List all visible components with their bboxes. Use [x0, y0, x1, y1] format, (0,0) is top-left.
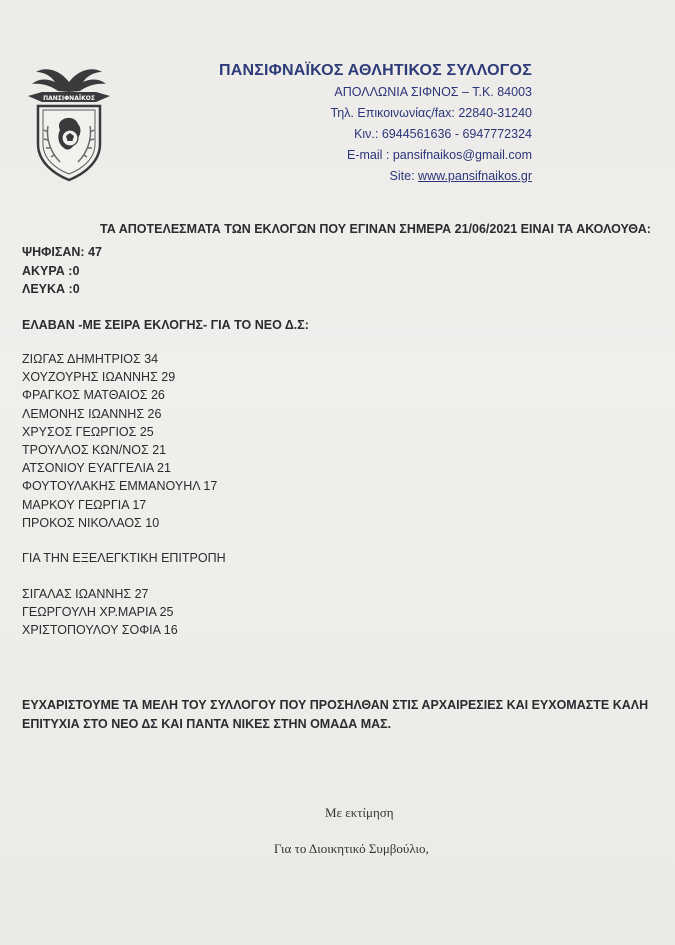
list-item: ΓΕΩΡΓΟΥΛΗ ΧΡ.ΜΑΡΙΑ 25 [22, 605, 174, 620]
club-crest-logo [24, 62, 114, 184]
site-label: Site: [389, 169, 419, 183]
club-email: E-mail : pansifnaikos@gmail.com [347, 148, 532, 162]
results-heading: ΤΑ ΑΠΟΤΕΛΕΣΜΑΤΑ ΤΩΝ ΕΚΛΟΓΩΝ ΠΟΥ ΕΓΙΝΑΝ ΣΗΜΕΡΑ 21/06/2021 ΕΙΝΑΙ ΤΑ ΑΚΟΛΟΥΘΑ: [100, 222, 651, 236]
list-item: ΧΡΥΣΟΣ ΓΕΩΡΓΙΟΣ 25 [22, 424, 154, 439]
letterhead [219, 62, 532, 187]
list-item: ΧΡΙΣΤΟΠΟΥΛΟΥ ΣΟΦΙΑ 16 [22, 623, 178, 638]
board-heading: ΕΛΑΒΑΝ -ΜΕ ΣΕΙΡΑ ΕΚΛΟΓΗΣ- ΓΙΑ ΤΟ ΝΕΟ Δ.Σ: [22, 318, 309, 332]
thanks-paragraph: ΕΥΧΑΡΙΣΤΟΥΜΕ ΤΑ ΜΕΛΗ ΤΟΥ ΣΥΛΛΟΓΟΥ ΠΟΥ ΠΡΟΣΗΛΘΑΝ ΣΤΙΣ ΑΡΧΑΙΡΕΣΙΕΣ ΚΑΙ ΕΥΧΟΜΑΣΤΕ ΚΑΛΗ ΕΠΙΤΥΧΙΑ ΣΤΟ ΝΕΟ ΔΣ ΚΑΙ ΠΑΝΤΑ ΝΙΚΕΣ ΣΤΗΝ ΟΜΑΔΑ ΜΑΣ. [22, 698, 649, 731]
list-item: ΛΕΜΟΝΗΣ ΙΩΑΝΝΗΣ 26 [22, 406, 162, 421]
closing-signatory: Για το Διοικητικό Συμβούλιο, [274, 841, 429, 856]
list-item: ΜΑΡΚΟΥ ΓΕΩΡΓΙΑ 17 [22, 497, 147, 512]
audit-members-list [22, 585, 178, 640]
logo-caption: ΠΑΝΣΙΦΝΑΪΚΟΣ [43, 95, 95, 102]
site-link[interactable]: www.pansifnaikos.gr [418, 169, 532, 183]
list-item: ΦΡΑΓΚΟΣ ΜΑΤΘΑΙΟΣ 26 [22, 388, 165, 403]
club-address: ΑΠΟΛΛΩΝΙΑ ΣΙΦΝΟΣ – Τ.Κ. 84003 [334, 85, 532, 99]
closing-regards: Με εκτίμηση [325, 805, 394, 820]
club-phone: Τηλ. Επικοινωνίας/fax: 22840-31240 [330, 106, 532, 120]
list-item: ΧΟΥΖΟΥΡΗΣ ΙΩΑΝΝΗΣ 29 [22, 370, 176, 385]
list-item: ΣΙΓΑΛΑΣ ΙΩΑΝΝΗΣ 27 [22, 587, 149, 601]
club-site [219, 166, 532, 187]
list-item: ΤΡΟΥΛΛΟΣ ΚΩΝ/ΝΟΣ 21 [22, 443, 167, 458]
list-item: ΑΤΣΟΝΙΟΥ ΕΥΑΓΓΕΛΙΑ 21 [22, 461, 171, 476]
audit-heading: ΓΙΑ ΤΗΝ ΕΞΕΛΕΓΚΤΙΚΗ ΕΠΙΤΡΟΠΗ [22, 551, 226, 565]
board-members-list [22, 350, 217, 532]
list-item: ΖΙΩΓΑΣ ΔΗΜΗΤΡΙΟΣ 34 [22, 352, 159, 366]
list-item: ΠΡΟΚΟΣ ΝΙΚΟΛΑΟΣ 10 [22, 515, 160, 530]
club-mobile: Κιν.: 6944561636 - 6947772324 [354, 127, 532, 141]
list-item: ΦΟΥΤΟΥΛΑΚΗΣ ΕΜΜΑΝΟΥΗΛ 17 [22, 479, 218, 494]
club-name: ΠΑΝΣΙΦΝΑΪΚΟΣ ΑΘΛΗΤΙΚΟΣ ΣΥΛΛΟΓΟΣ [218, 62, 532, 79]
blank-votes: ΛΕΥΚΑ :0 [22, 282, 80, 296]
votes-cast: ΨΗΦΙΣΑΝ: 47 [22, 245, 102, 259]
invalid-votes: ΑΚΥΡΑ :0 [22, 264, 80, 278]
